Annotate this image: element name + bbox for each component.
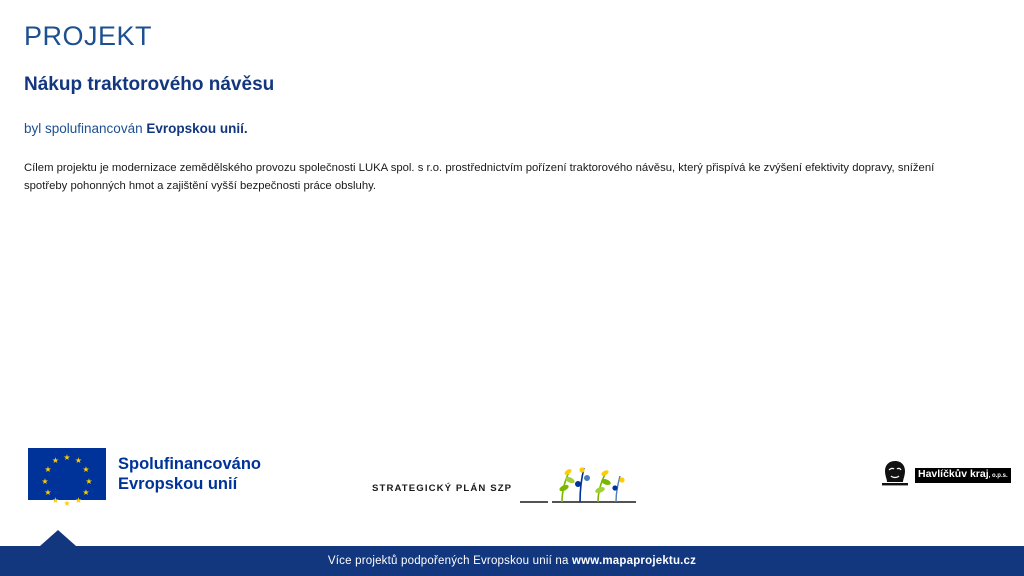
region-logo-name: Havlíčkův kraj, o.p.s. (915, 468, 1011, 483)
eu-logo (28, 448, 262, 508)
page-kicker: PROJEKT (24, 21, 153, 51)
plants-icon (518, 464, 638, 513)
szp-logo-label: STRATEGICKÝ PLÁN SZP (372, 483, 513, 494)
logo-row (0, 440, 1024, 510)
eu-logo-line2: Evropskou unií (118, 475, 238, 493)
page-title: Nákup traktorového návěsu (24, 73, 275, 95)
eu-logo-text (118, 454, 261, 494)
eu-flag-icon: ★ ★ ★ ★ ★ ★ ★ ★ ★ ★ ★ ★ (28, 448, 106, 500)
cofinance-prefix: byl spolufinancován (24, 121, 147, 137)
cofinance-strong: Evropskou unií. (146, 121, 248, 137)
project-description: Cílem projektu je modernizace zemědělského provozu společnosti LUKA spol. s r.o. prostřednictvím pořízení traktorového návěsu, který přispívá ke zvýšení efektivity dopravy, snížení spotřeby pohonných hmot a zajištění vyšší bezpečnosti práce obsluhy. (24, 162, 935, 192)
footer-bar (0, 546, 1024, 576)
region-logo-text (915, 468, 1011, 483)
corner-tab-decoration (40, 530, 76, 546)
footer-prefix: Více projektů podpořených Evropskou unií na (327, 555, 572, 567)
portrait-icon (878, 458, 912, 493)
region-logo-suffix: , o.p.s. (988, 473, 1008, 480)
eu-logo-line1: Spolufinancováno (118, 454, 262, 473)
szp-logo (372, 464, 638, 513)
content-block (24, 22, 984, 195)
footer-text (328, 555, 696, 567)
footer-url[interactable]: www.mapaprojektu.cz (571, 555, 697, 567)
cofinance-line (24, 120, 984, 138)
region-logo (878, 458, 1011, 493)
